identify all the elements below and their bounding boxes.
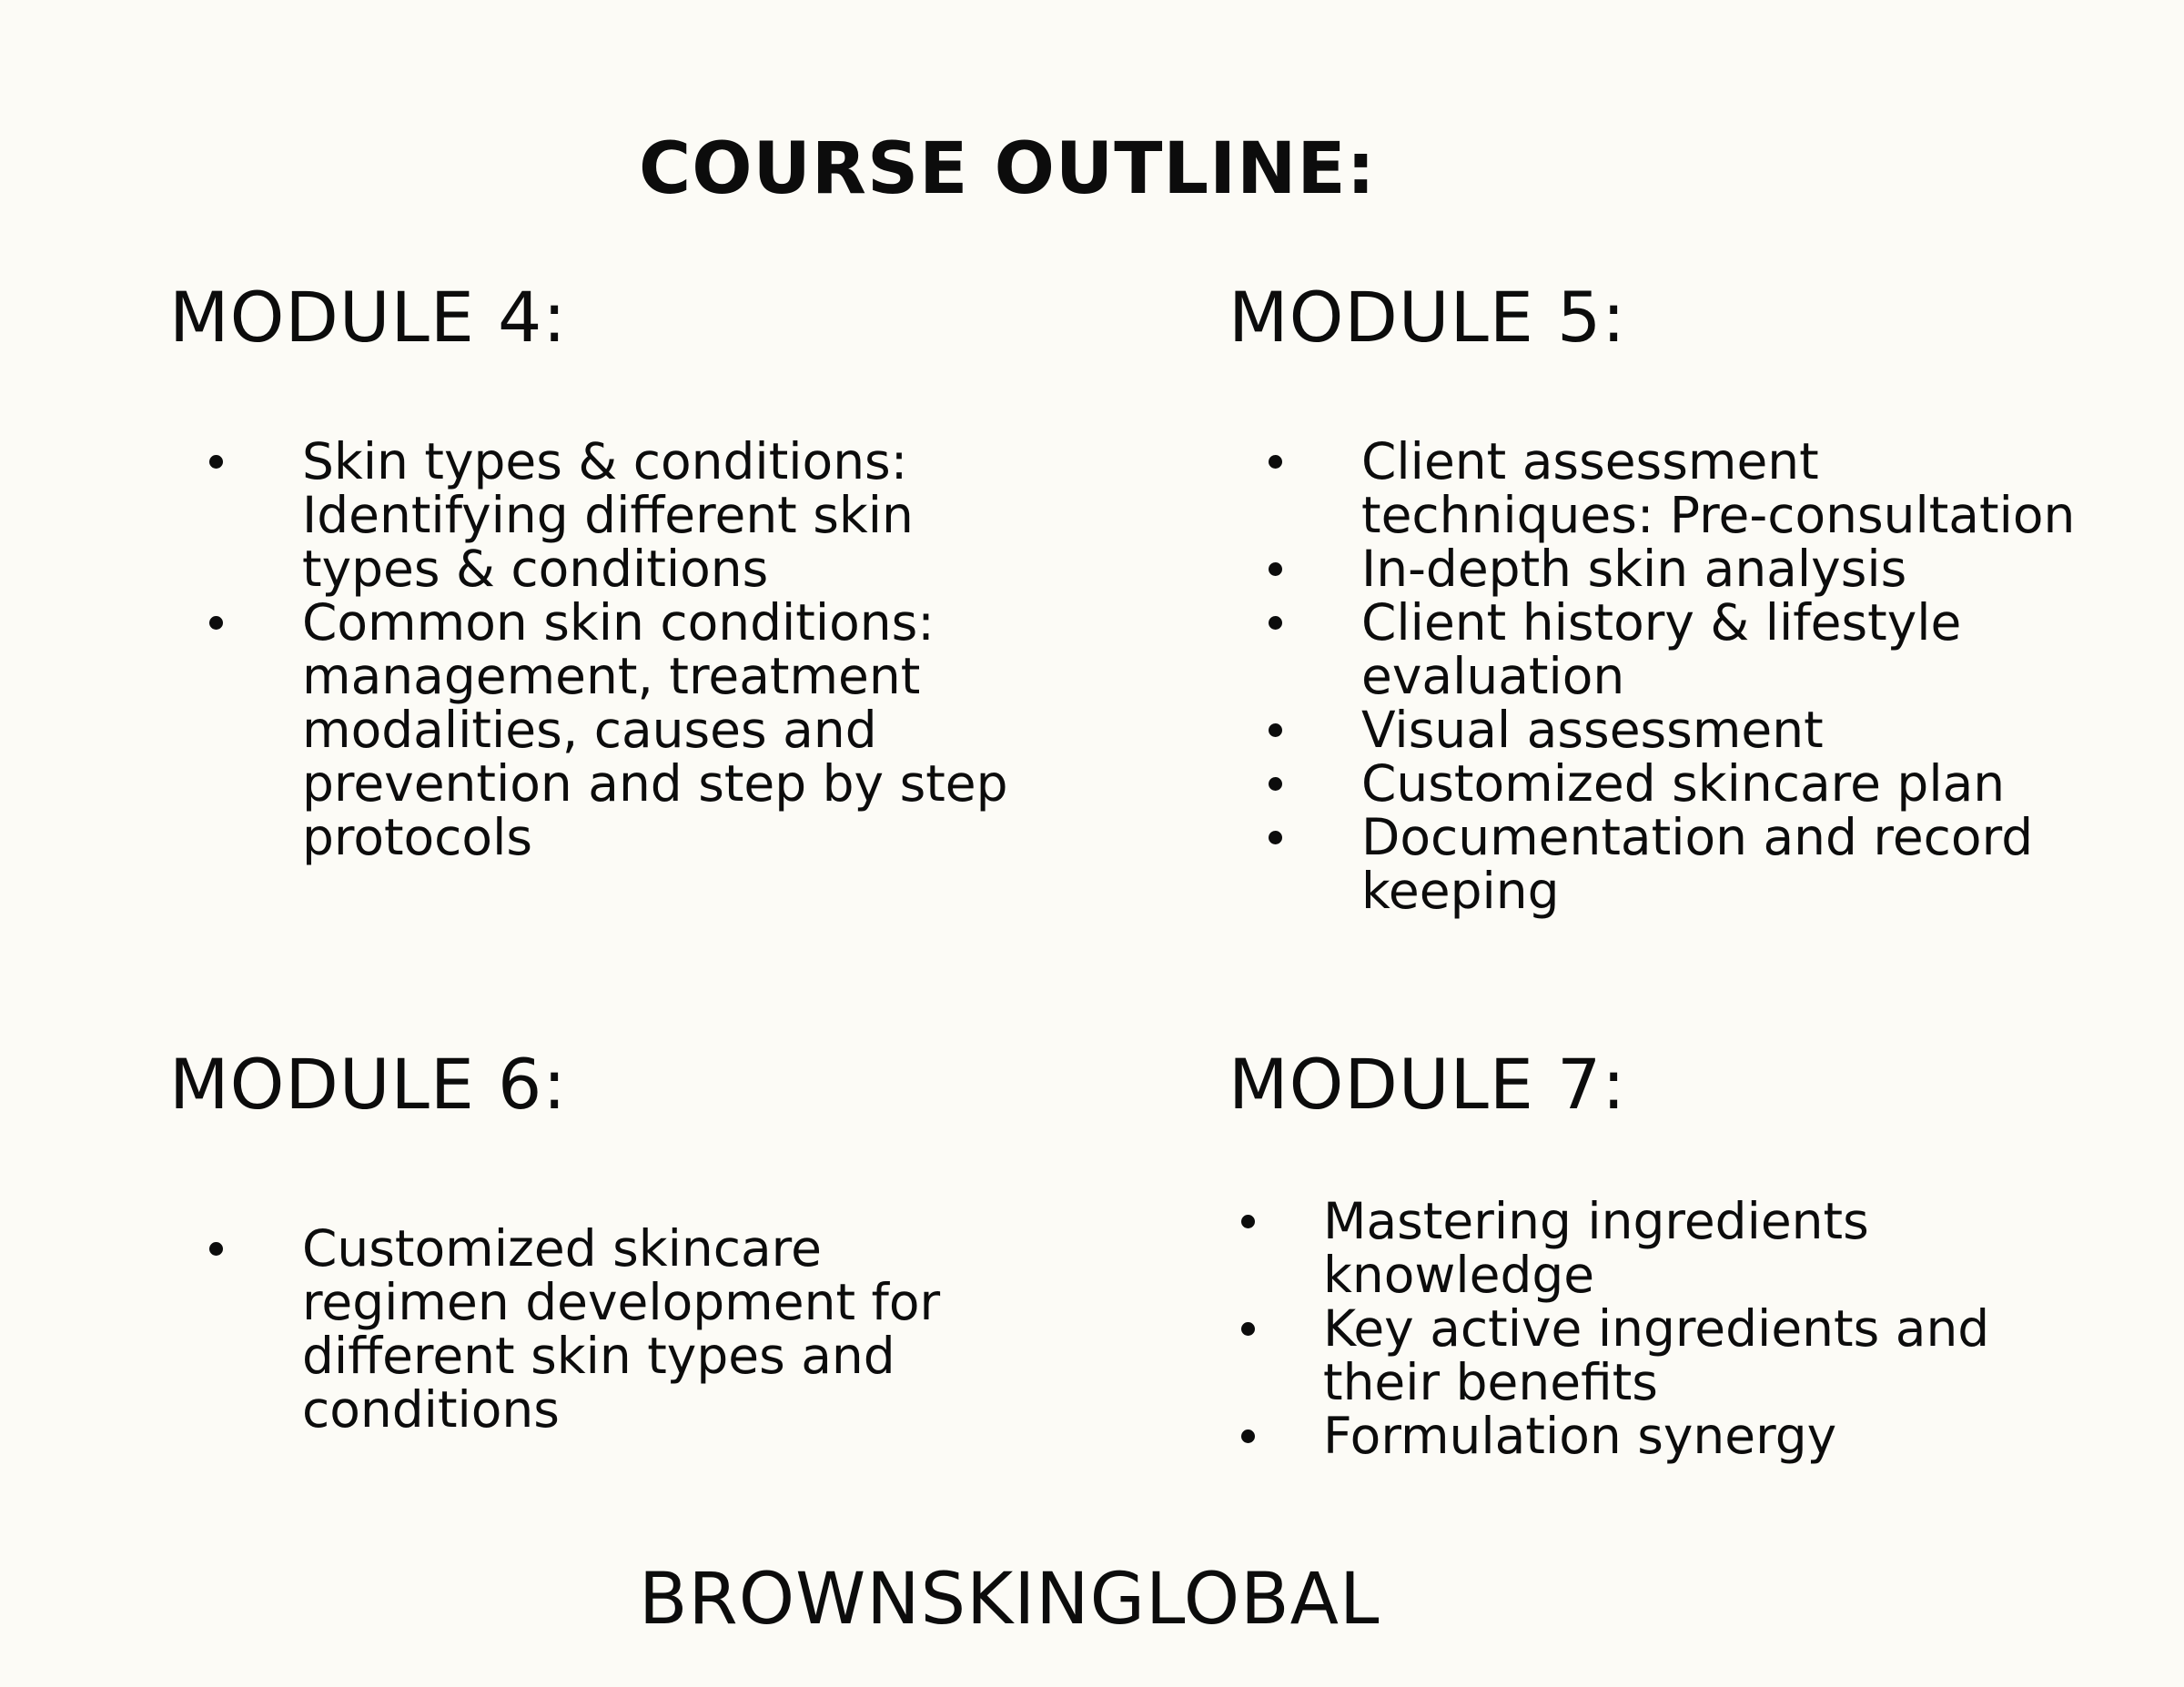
bullet-icon bbox=[209, 455, 223, 469]
module-5-topic-item bbox=[1269, 808, 2089, 920]
module-5-topic-text: Client history & lifestyle evaluation bbox=[1361, 593, 1962, 705]
module-7-topic-list bbox=[1241, 1192, 2051, 1465]
bullet-icon bbox=[1241, 1215, 1255, 1228]
bullet-icon bbox=[1269, 831, 1282, 844]
page-title: COURSE OUTLINE: bbox=[639, 128, 1376, 210]
module-7-topic-text: Key active ingredients and their benefits bbox=[1323, 1299, 1990, 1411]
bullet-icon bbox=[1269, 562, 1282, 576]
module-4-topic-text: Common skin conditions: management, treatment modalities, causes and prevention and step by step protocols bbox=[302, 593, 1008, 866]
module-4-section bbox=[169, 277, 1079, 866]
bullet-icon bbox=[209, 616, 223, 630]
module-5-heading: MODULE 5: bbox=[1228, 277, 1627, 358]
module-7-section bbox=[1228, 1044, 2138, 1465]
module-5-section bbox=[1228, 277, 2138, 920]
bullet-icon bbox=[1269, 616, 1282, 630]
module-5-topic-text: Customized skincare plan bbox=[1361, 754, 2006, 813]
module-6-heading: MODULE 6: bbox=[169, 1044, 568, 1125]
module-6-topic-list bbox=[209, 1219, 1012, 1439]
bullet-icon bbox=[1269, 777, 1282, 791]
module-5-topic-text: Documentation and record keeping bbox=[1361, 808, 2034, 920]
module-5-topic-item bbox=[1269, 432, 2089, 544]
module-5-topic-text: Client assessment techniques: Pre-consultation bbox=[1361, 432, 2076, 544]
module-5-topic-item bbox=[1269, 542, 2089, 596]
module-4-topic-item bbox=[209, 593, 1012, 866]
bullet-icon bbox=[1269, 723, 1282, 737]
module-7-topic-text: Mastering ingredients knowledge bbox=[1323, 1192, 1869, 1304]
module-7-topic-text: Formulation synergy bbox=[1323, 1407, 1837, 1465]
module-7-topic-item bbox=[1241, 1299, 2051, 1411]
brand-footer: BROWNSKINGLOBAL bbox=[639, 1559, 1380, 1641]
module-6-topic-item bbox=[209, 1219, 1012, 1439]
module-4-topic-item bbox=[209, 432, 1012, 598]
module-4-topic-text: Skin types & conditions: Identifying different skin types & conditions bbox=[302, 432, 914, 598]
bullet-icon bbox=[1269, 455, 1282, 469]
bullet-icon bbox=[209, 1242, 223, 1256]
module-5-topic-item bbox=[1269, 593, 2089, 705]
module-6-section bbox=[169, 1044, 1079, 1439]
module-7-topic-item bbox=[1241, 1192, 2051, 1304]
module-7-heading: MODULE 7: bbox=[1228, 1044, 1627, 1125]
module-5-topic-list bbox=[1269, 432, 2089, 920]
module-4-heading: MODULE 4: bbox=[169, 277, 568, 358]
module-4-topic-list bbox=[209, 432, 1012, 866]
bullet-icon bbox=[1241, 1322, 1255, 1336]
module-7-topic-item bbox=[1241, 1409, 2051, 1463]
module-5-topic-text: In-depth skin analysis bbox=[1361, 540, 1907, 598]
module-6-topic-text: Customized skincare regimen development for different skin types and conditions bbox=[302, 1219, 941, 1439]
module-5-topic-text: Visual assessment bbox=[1361, 701, 1824, 759]
module-5-topic-item bbox=[1269, 703, 2089, 757]
bullet-icon bbox=[1241, 1429, 1255, 1443]
module-5-topic-item bbox=[1269, 754, 2089, 813]
